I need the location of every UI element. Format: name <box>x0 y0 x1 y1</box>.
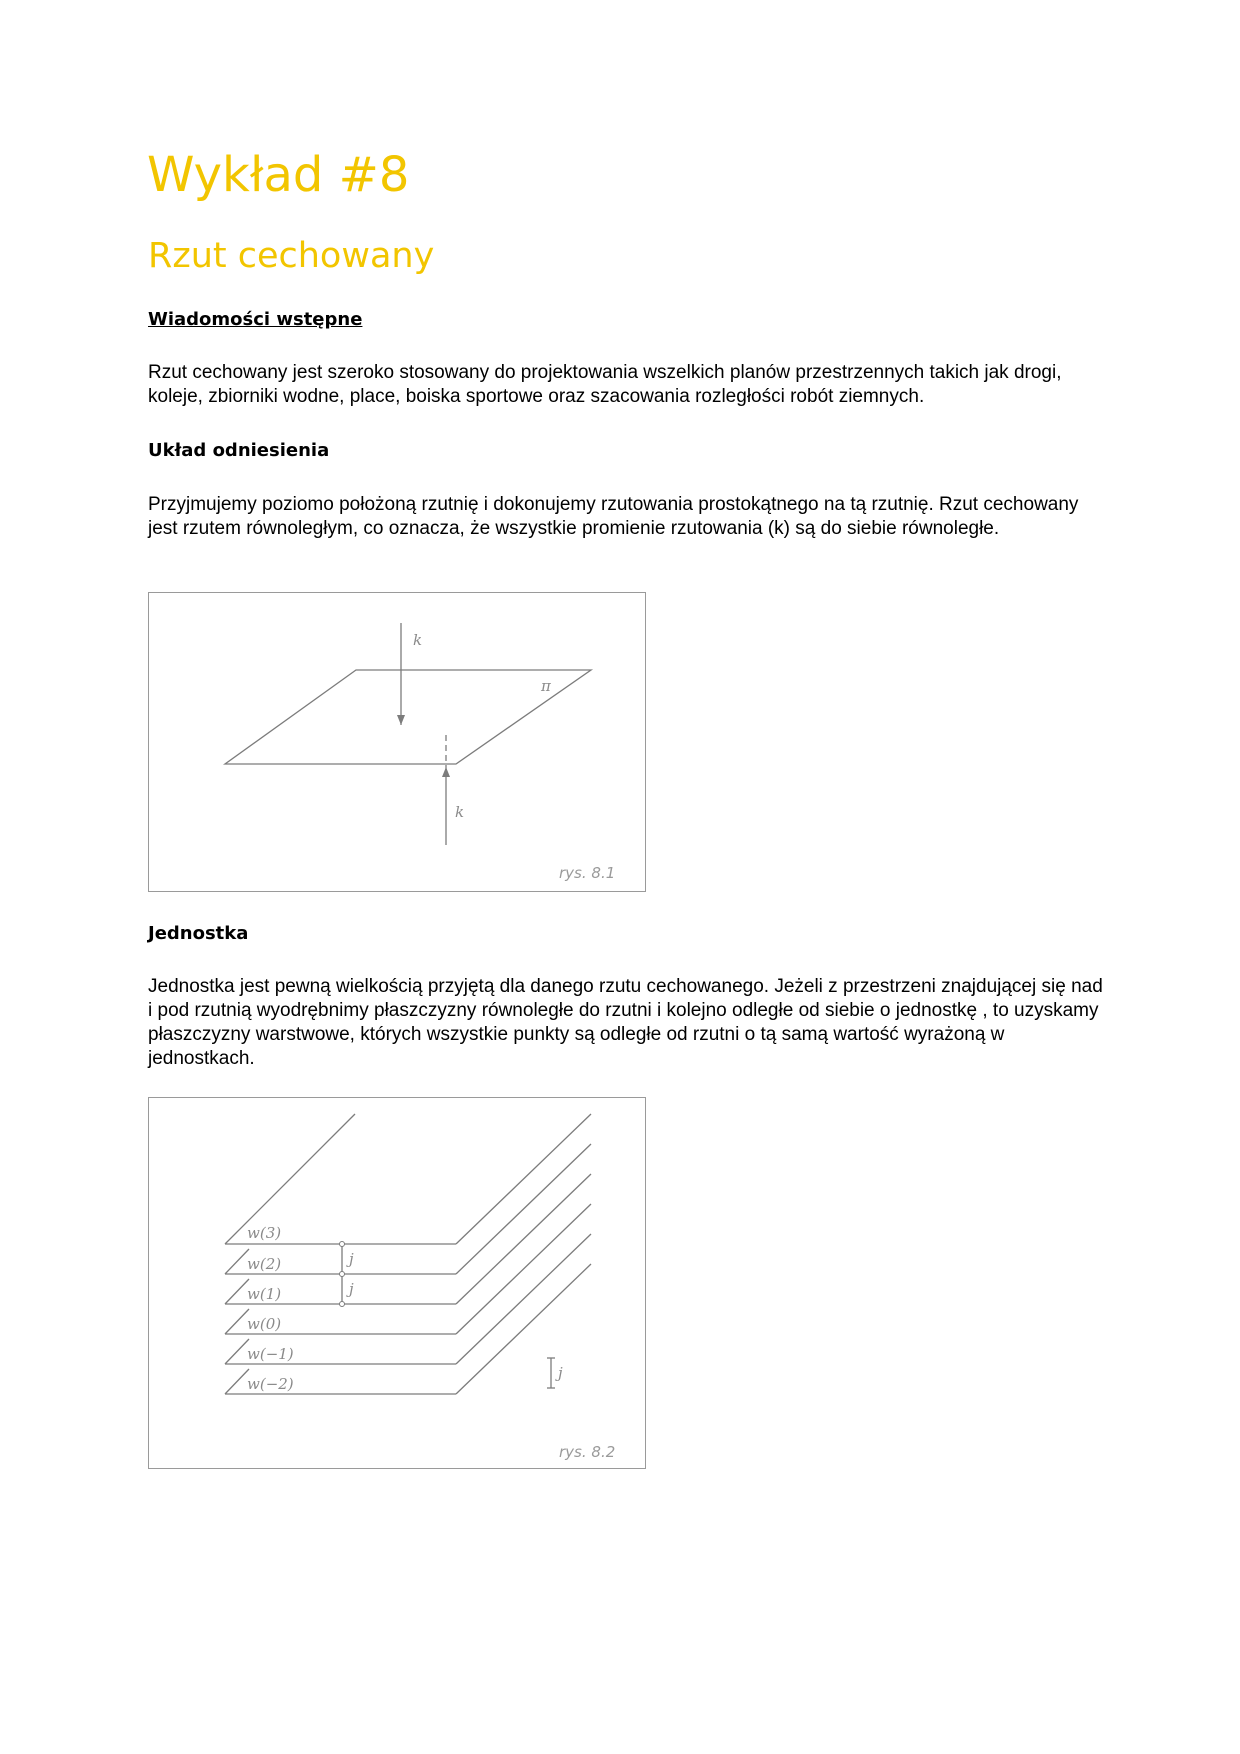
layer-2-back-edge <box>225 1249 249 1274</box>
unit-label-2: j <box>349 1280 354 1298</box>
projection-plane <box>225 670 591 764</box>
layer-2-side-edge <box>456 1144 591 1274</box>
projection-ray-bottom-arrowhead <box>442 767 450 777</box>
layer-label-w-minus-2: w(−2) <box>247 1375 294 1393</box>
document-title: Wykład #8 <box>147 147 410 203</box>
layer-1-side-edge <box>456 1174 591 1304</box>
figure-8-2-drawing <box>149 1098 645 1468</box>
unit-marker-dot-3 <box>340 1302 345 1307</box>
section-paragraph-intro: Rzut cechowany jest szeroko stosowany do projektowania wszelkich planów przestrzennych takich jak drogi, koleje, zbiorniki wodne, place, boiska sportowe oraz szacowania rozległości robót ziemnych. <box>148 362 1062 407</box>
unit-marker-dot-2 <box>340 1272 345 1277</box>
layer-minus-2-back-edge <box>225 1369 249 1394</box>
projection-ray-top-arrowhead <box>397 715 405 725</box>
figure-8-2 <box>148 1097 646 1469</box>
section-heading-intro: Wiadomości wstępne <box>148 309 363 330</box>
figure-8-1-drawing <box>149 593 645 891</box>
layer-0-side-edge <box>456 1204 591 1334</box>
unit-label-3: j <box>558 1364 563 1382</box>
label-k-top: k <box>413 631 423 649</box>
layer-3-side-edge <box>456 1114 591 1244</box>
document-subtitle: Rzut cechowany <box>148 236 435 276</box>
layer-label-w0: w(0) <box>247 1315 282 1333</box>
layer-label-w2: w(2) <box>247 1255 282 1273</box>
unit-label-1: j <box>349 1250 354 1268</box>
layer-minus-2-side-edge <box>456 1264 591 1394</box>
label-k-bottom: k <box>455 803 465 821</box>
layer-0-back-edge <box>225 1309 249 1334</box>
section-paragraph-reference-system: Przyjmujemy poziomo położoną rzutnię i dokonujemy rzutowania prostokątnego na tą rzutnię. Rzut cechowany jest rzutem równoległym, co oznacza, że wszystkie promienie rzutowania (k) są do siebie równoległe. <box>148 494 1079 539</box>
figure-8-2-caption: rys. 8.2 <box>559 1443 616 1461</box>
section-paragraph-unit: Jednostka jest pewną wielkością przyjętą dla danego rzutu cechowanego. Jeżeli z przestrzeni znajdującej się nad i pod rzutnią wyodrębnimy płaszczyzny równoległe do rzutni i kolejno odległe od siebie o jednostkę , to uzyskamy płaszczyzny warstwowe, których wszystkie punkty są odległe od rzutni o tą samą wartość wyrażoną w jednostkach. <box>148 976 1103 1069</box>
section-heading-reference-system: Układ odniesienia <box>148 440 330 461</box>
figure-8-1 <box>148 592 646 892</box>
figure-8-1-caption: rys. 8.1 <box>559 864 616 882</box>
layer-minus-1-side-edge <box>456 1234 591 1364</box>
layer-3-back-edge <box>225 1114 355 1244</box>
layer-minus-1-back-edge <box>225 1339 249 1364</box>
label-pi: π <box>541 677 551 695</box>
layer-label-w3: w(3) <box>247 1224 282 1242</box>
layer-label-w-minus-1: w(−1) <box>247 1345 294 1363</box>
section-heading-unit: Jednostka <box>148 923 249 944</box>
layer-label-w1: w(1) <box>247 1285 282 1303</box>
unit-marker-dot-1 <box>340 1242 345 1247</box>
layer-1-back-edge <box>225 1279 249 1304</box>
